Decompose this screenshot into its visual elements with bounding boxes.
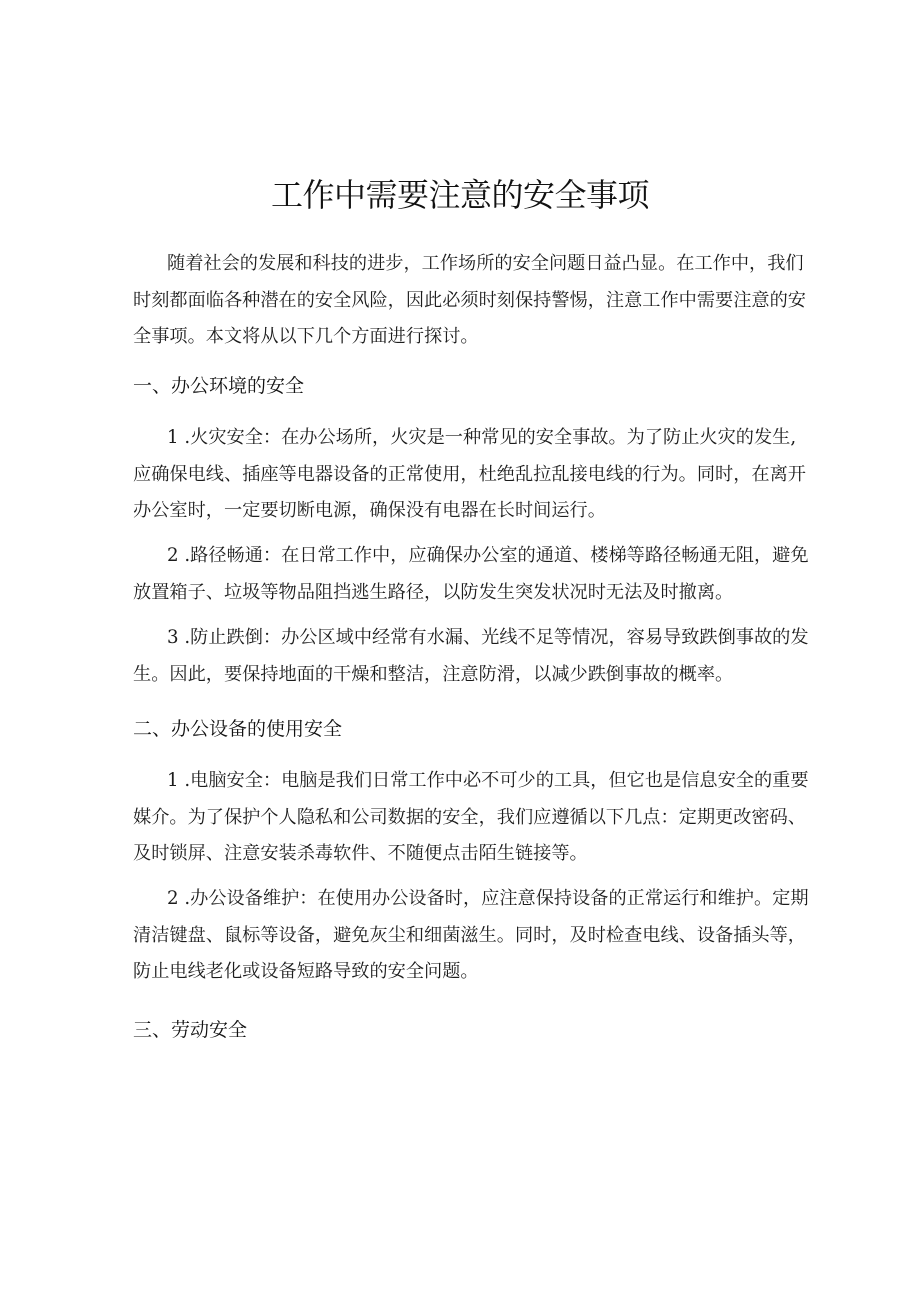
section-heading-office-equipment: 二、办公设备的使用安全 (133, 718, 343, 740)
paragraph-clear-paths: 2 .路径畅通：在日常工作中，应确保办公室的通道、楼梯等路径畅通无阻，避免放置箱子、垃圾等物品阻挡逃生路径，以防发生突发状况时无法及时撤离。 (133, 545, 809, 603)
paragraph-computer-safety: 1 .电脑安全：电脑是我们日常工作中必不可少的工具，但它也是信息安全的重要媒介。为了保护个人隐私和公司数据的安全，我们应遵循以下几点：定期更改密码、及时锁屏、注意安装杀毒软件、不随便点击陌生链接等。 (133, 770, 809, 864)
intro-paragraph: 随着社会的发展和科技的进步，工作场所的安全问题日益凸显。在工作中，我们时刻都面临各种潜在的安全风险，因此必须时刻保持警惕，注意工作中需要注意的安全事项。本文将从以下几个方面进行探讨。 (133, 253, 806, 347)
document-title: 工作中需要注意的安全事项 (270, 176, 649, 214)
paragraph-fire-safety: 1 .火灾安全：在办公场所，火灾是一种常见的安全事故。为了防止火灾的发生,应确保电线、插座等电器设备的正常使用，杜绝乱拉乱接电线的行为。同时，在离开办公室时，一定要切断电源，确保没有电器在长时间运行。 (133, 427, 806, 521)
section-heading-office-environment: 一、办公环境的安全 (133, 375, 305, 397)
paragraph-fall-prevention: 3 .防止跌倒：办公区域中经常有水漏、光线不足等情况，容易导致跌倒事故的发生。因此，要保持地面的干燥和整洁，注意防滑，以减少跌倒事故的概率。 (133, 627, 809, 685)
paragraph-equipment-maintenance: 2 .办公设备维护：在使用办公设备时，应注意保持设备的正常运行和维护。定期清洁键盘、鼠标等设备，避免灰尘和细菌滋生。同时，及时检查电线、设备插头等，防止电线老化或设备短路导致的安全问题。 (133, 888, 809, 982)
section-heading-labor-safety: 三、劳动安全 (133, 1019, 248, 1041)
